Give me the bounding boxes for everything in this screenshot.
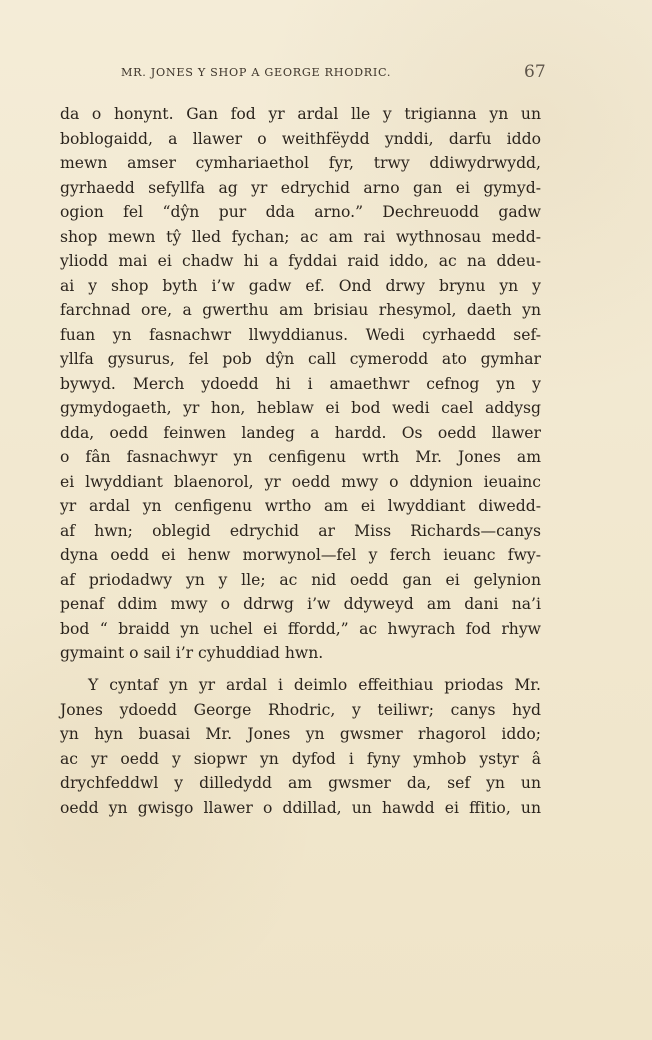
text-line: yr ardal yn cenfigenu wrtho am ei lwyddiant diwedd- xyxy=(60,497,541,515)
text-line: af priodadwy yn y lle; ac nid oedd gan ei gelynion xyxy=(60,570,541,589)
text-line: ai y shop byth i’w gadw ef. Ond drwy brynu yn y xyxy=(60,276,541,295)
text-line: penaf ddim mwy o ddrwg i’w ddyweyd am dani na’i xyxy=(60,595,541,613)
running-head: MR. JONES Y SHOP A GEORGE RHODRIC. xyxy=(121,66,392,79)
text-line: gymydogaeth, yr hon, heblaw ei bod wedi cael addysg xyxy=(60,399,541,417)
text-line: ogion fel “dŷn pur dda arno.” Dechreuodd gadw xyxy=(60,203,541,221)
text-line: bywyd. Merch ydoedd hi i amaethwr cefnog yn y xyxy=(60,374,541,393)
text-line: dyna oedd ei henw morwynol—fel y ferch ieuanc fwy- xyxy=(60,546,541,564)
text-line: oedd yn gwisgo llawer o ddillad, un hawdd ei ffitio, un xyxy=(60,798,541,817)
text-line: Jones ydoedd George Rhodric, y teiliwr; canys hyd xyxy=(60,700,541,719)
paragraph-first-line: Y cyntaf yn yr ardal i deimlo effeithiau priodas Mr. xyxy=(88,676,541,694)
text-line: af hwn; oblegid edrychid ar Miss Richards—canys xyxy=(60,521,541,540)
text-line: ei lwyddiant blaenorol, yr oedd mwy o ddynion ieuainc xyxy=(60,472,541,491)
text-line: drychfeddwl y dilledydd am gwsmer da, sef yn un xyxy=(60,774,541,792)
text-line: bod “ braidd yn uchel ei ffordd,” ac hwyrach fod rhyw xyxy=(60,619,541,638)
paragraph-end-line: gymaint o sail i’r cyhuddiad hwn. xyxy=(60,644,324,662)
page-number: 67 xyxy=(524,62,546,82)
text-line: dda, oedd feinwen landeg a hardd. Os oedd llawer xyxy=(60,423,541,442)
text-line: da o honynt. Gan fod yr ardal lle y trigianna yn un xyxy=(60,105,541,123)
text-line: gyrhaedd sefyllfa ag yr edrychid arno gan ei gymyd- xyxy=(60,178,541,197)
text-line: yliodd mai ei chadw hi a fyddai raid iddo, ac na ddeu- xyxy=(60,252,541,270)
text-line: mewn amser cymhariaethol fyr, trwy ddiwydrwydd, xyxy=(60,154,541,172)
text-line: fuan yn fasnachwr llwyddianus. Wedi cyrhaedd sef- xyxy=(60,325,541,344)
text-line: ac yr oedd y siopwr yn dyfod i fyny ymhob ystyr â xyxy=(60,749,541,768)
text-line: shop mewn tŷ lled fychan; ac am rai wythnosau medd- xyxy=(60,227,541,246)
text-line: yn hyn buasai Mr. Jones yn gwsmer rhagorol iddo; xyxy=(60,725,541,743)
text-line: yllfa gysurus, fel pob dŷn call cymerodd ato gymhar xyxy=(60,350,541,368)
text-line: o fân fasnachwyr yn cenfigenu wrth Mr. Jones am xyxy=(60,448,541,466)
text-line: farchnad ore, a gwerthu am brisiau rhesymol, daeth yn xyxy=(60,301,541,319)
text-line: boblogaidd, a llawer o weithfëydd ynddi, darfu iddo xyxy=(60,129,541,148)
